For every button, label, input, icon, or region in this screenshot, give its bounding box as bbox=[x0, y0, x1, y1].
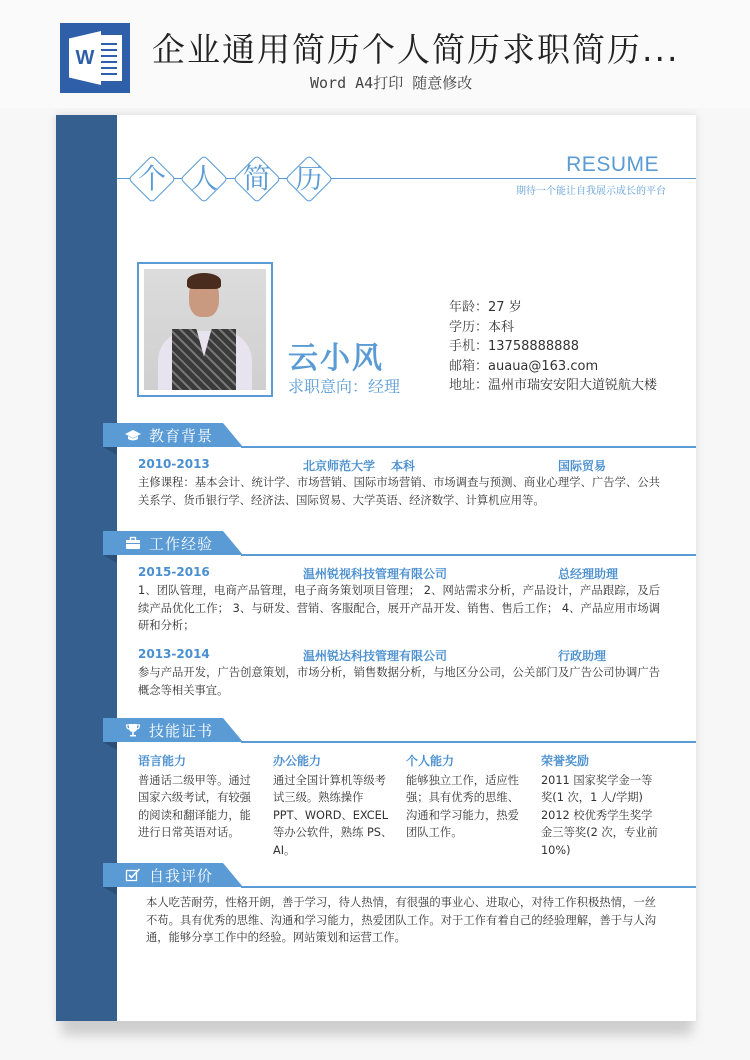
document-title: 企业通用简历个人简历求职简历... bbox=[152, 30, 680, 69]
info-education: 学历：本科 bbox=[449, 319, 515, 335]
resume-english-title: RESUME bbox=[566, 153, 659, 176]
document-subtitle: Word A4打印 随意修改 bbox=[310, 74, 473, 92]
word-document-icon: W bbox=[60, 23, 130, 93]
skill-card: 个人能力 能够独立工作，适应性强；具有优秀的思维、沟通和学习能力，热爱团队工作。 bbox=[406, 754, 519, 840]
education-entry-header: 2010-2013 北京师范大学 本科 国际贸易 bbox=[138, 457, 607, 473]
title-diamond: 简 bbox=[234, 156, 280, 202]
info-phone: 手机：13758888888 bbox=[449, 339, 579, 354]
work-description: 1、团队管理，电商产品管理，电子商务策划项目管理； 2、网站需求分析，产品设计，产品跟踪，及后续产品优化工作； 3、与研发、营销、客服配合，展开产品开发、销售、售后工作； 4、产品应用市场调研和分析； bbox=[138, 584, 660, 632]
job-intent: 求职意向：经理 bbox=[288, 377, 401, 396]
briefcase-icon bbox=[125, 536, 141, 550]
preview-banner bbox=[0, 0, 750, 108]
skill-card: 荣誉奖励 2011 国家奖学金一等奖(1 次，1 人/学期) 2012 校优秀学生奖学金三等奖(2 次，专业前 10%) bbox=[541, 754, 658, 857]
profile-photo bbox=[137, 262, 273, 397]
section-header-skills: 技能证书 bbox=[103, 718, 696, 742]
section-header-self-evaluation: 自我评价 bbox=[103, 863, 696, 887]
skill-card: 办公能力 通过全国计算机等级考试三级。熟练操作PPT、WORD、EXCEL等办公软件，熟练 PS、AI。 bbox=[273, 754, 393, 857]
work-description: 参与产品开发，广告创意策划，市场分析，销售数据分析，与地区分公司，公关部门及广告公司协调广告概念等相关事宜。 bbox=[138, 666, 660, 697]
title-diamond: 个 bbox=[129, 156, 175, 202]
trophy-icon bbox=[125, 723, 141, 737]
education-description: 主修课程：基本会计、统计学、市场营销、国际市场营销、市场调查与预测、商业心理学、广告学、公共关系学、货币银行学、经济法、国际贸易、大学英语、经济数学、计算机应用等。 bbox=[138, 476, 660, 507]
work-entry-header: 2013-2014 温州锐达科技管理有限公司 行政助理 bbox=[138, 647, 607, 663]
title-diamond: 历 bbox=[286, 156, 332, 202]
title-diamond: 人 bbox=[181, 156, 227, 202]
graduation-cap-icon bbox=[125, 428, 141, 442]
info-email: 邮箱：auaua@163.com bbox=[449, 358, 599, 374]
work-entry-header: 2015-2016 温州锐视科技管理有限公司 总经理助理 bbox=[138, 565, 619, 581]
info-age: 年龄：27 岁 bbox=[449, 300, 522, 315]
personal-info bbox=[449, 298, 657, 396]
section-header-work: 工作经验 bbox=[103, 531, 696, 555]
section-header-education: 教育背景 bbox=[103, 423, 696, 447]
candidate-name: 云小风 bbox=[288, 341, 384, 376]
resume-slogan: 期待一个能让自我展示成长的平台 bbox=[516, 186, 666, 197]
self-evaluation-text: 本人吃苦耐劳，性格开朗，善于学习，待人热情，有很强的事业心、进取心，对待工作积极热情，一丝不苟。具有优秀的思维、沟通和学习能力，热爱团队工作。对于工作有着自己的经验理解，善于与人沟通，能够分享工作中的经验。网站策划和运营工作。 bbox=[146, 896, 656, 944]
page-shadow bbox=[62, 1020, 692, 1034]
edit-checkbox-icon bbox=[125, 868, 141, 882]
resume-page bbox=[56, 115, 696, 1021]
info-address: 地址：温州市瑞安安阳大道锐航大楼 bbox=[449, 378, 658, 393]
skill-card: 语言能力 普通话二级甲等。通过国家六级考试，有较强的阅读和翻译能力，能进行日常英语对话。 bbox=[138, 754, 251, 840]
